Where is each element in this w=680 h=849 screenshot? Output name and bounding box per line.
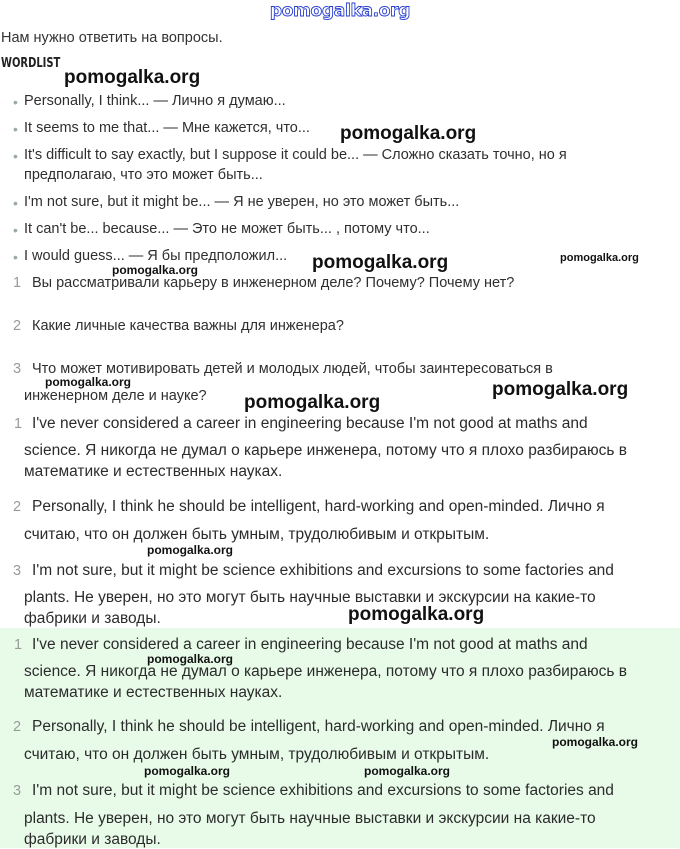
wordlist-item: I'm not sure, but it might be... — Я не уверен, но это может быть... [24,194,460,210]
bullet-icon: • [13,249,18,265]
watermark: pomogalka.org [64,67,201,88]
wordlist-item: It seems to me that... — Мне кажется, что... [24,120,310,136]
question-number: 1 [13,275,22,291]
watermark: pomogalka.org [45,375,132,389]
site-logo[interactable]: pomogalka.org [269,1,411,21]
watermark: pomogalka.org [112,263,199,277]
watermark: pomogalka.org [492,379,629,400]
watermark: pomogalka.org [364,764,451,778]
answer-text: I've never considered a career in engineering because I'm not good at maths and [32,415,588,432]
answer-text: считаю, что он должен быть умным, трудолюбивым и открытым. [24,526,490,543]
watermark: pomogalka.org [560,252,639,264]
question-text: Какие личные качества важны для инженера? [32,318,344,334]
answer-number: 1 [14,637,23,653]
wordlist-item: Personally, I think... — Лично я думаю... [24,93,286,109]
bullet-icon: • [13,222,18,238]
watermark: pomogalka.org [348,604,485,625]
watermark: pomogalka.org [244,392,381,413]
question-text: Что может мотивировать детей и молодых людей, чтобы заинтересоваться в [32,361,553,377]
answer-number: 2 [13,719,22,735]
answer-text: science. Я никогда не думал о карьере инженера, потому что я плохо разбираюсь в [24,663,627,680]
watermark: pomogalka.org [144,764,231,778]
watermark: pomogalka.org [147,543,234,557]
watermark: pomogalka.org [312,252,449,273]
answer-text: I'm not sure, but it might be science exhibitions and excursions to some factories and [32,562,614,579]
answer-text: фабрики и заводы. [24,831,161,848]
answer-number: 3 [13,783,22,799]
answer-text: Personally, I think he should be intelligent, hard-working and open-minded. Лично я [32,718,605,735]
wordlist-item: It's difficult to say exactly, but I suppose it could be... — Сложно сказать точно, но я [24,147,567,163]
question-number: 2 [13,318,22,334]
answer-number: 1 [14,416,23,432]
watermark: pomogalka.org [147,652,234,666]
watermark: pomogalka.org [340,123,477,144]
answer-number: 3 [13,563,22,579]
wordlist-item-continuation: предполагаю, что это может быть... [24,167,263,183]
answer-text: фабрики и заводы. [24,610,161,627]
wordlist-item: I would guess... — Я бы предположил... [24,248,288,264]
question-text: Вы рассматривали карьеру в инженерном деле? Почему? Почему нет? [32,275,515,291]
bullet-icon: • [13,121,18,137]
answer-text: Personally, I think he should be intelligent, hard-working and open-minded. Лично я [32,498,605,515]
wordlist-item: It can't be... because... — Это не может быть... , потому что... [24,221,430,237]
answer-text: математике и естественных науках. [24,684,283,701]
intro-text: Нам нужно ответить на вопросы. [1,30,223,46]
bullet-icon: • [13,94,18,110]
answer-text: I've never considered a career in engineering because I'm not good at maths and [32,636,588,653]
question-text-continuation: инженерном деле и науке? [24,388,207,404]
answer-text: I'm not sure, but it might be science exhibitions and excursions to some factories and [32,782,614,799]
question-number: 3 [13,361,22,377]
answer-text: plants. Не уверен, но это могут быть научные выставки и экскурсии на какие-то [24,589,596,606]
wordlist-heading: WORDLIST [1,56,61,71]
bullet-icon: • [13,148,18,164]
bullet-icon: • [13,195,18,211]
answer-text: plants. Не уверен, но это могут быть научные выставки и экскурсии на какие-то [24,810,596,827]
answer-text: математике и естественных науках. [24,463,283,480]
answer-number: 2 [13,499,22,515]
answer-text: считаю, что он должен быть умным, трудолюбивым и открытым. [24,746,490,763]
answer-text: science. Я никогда не думал о карьере инженера, потому что я плохо разбираюсь в [24,442,627,459]
watermark: pomogalka.org [552,735,639,749]
